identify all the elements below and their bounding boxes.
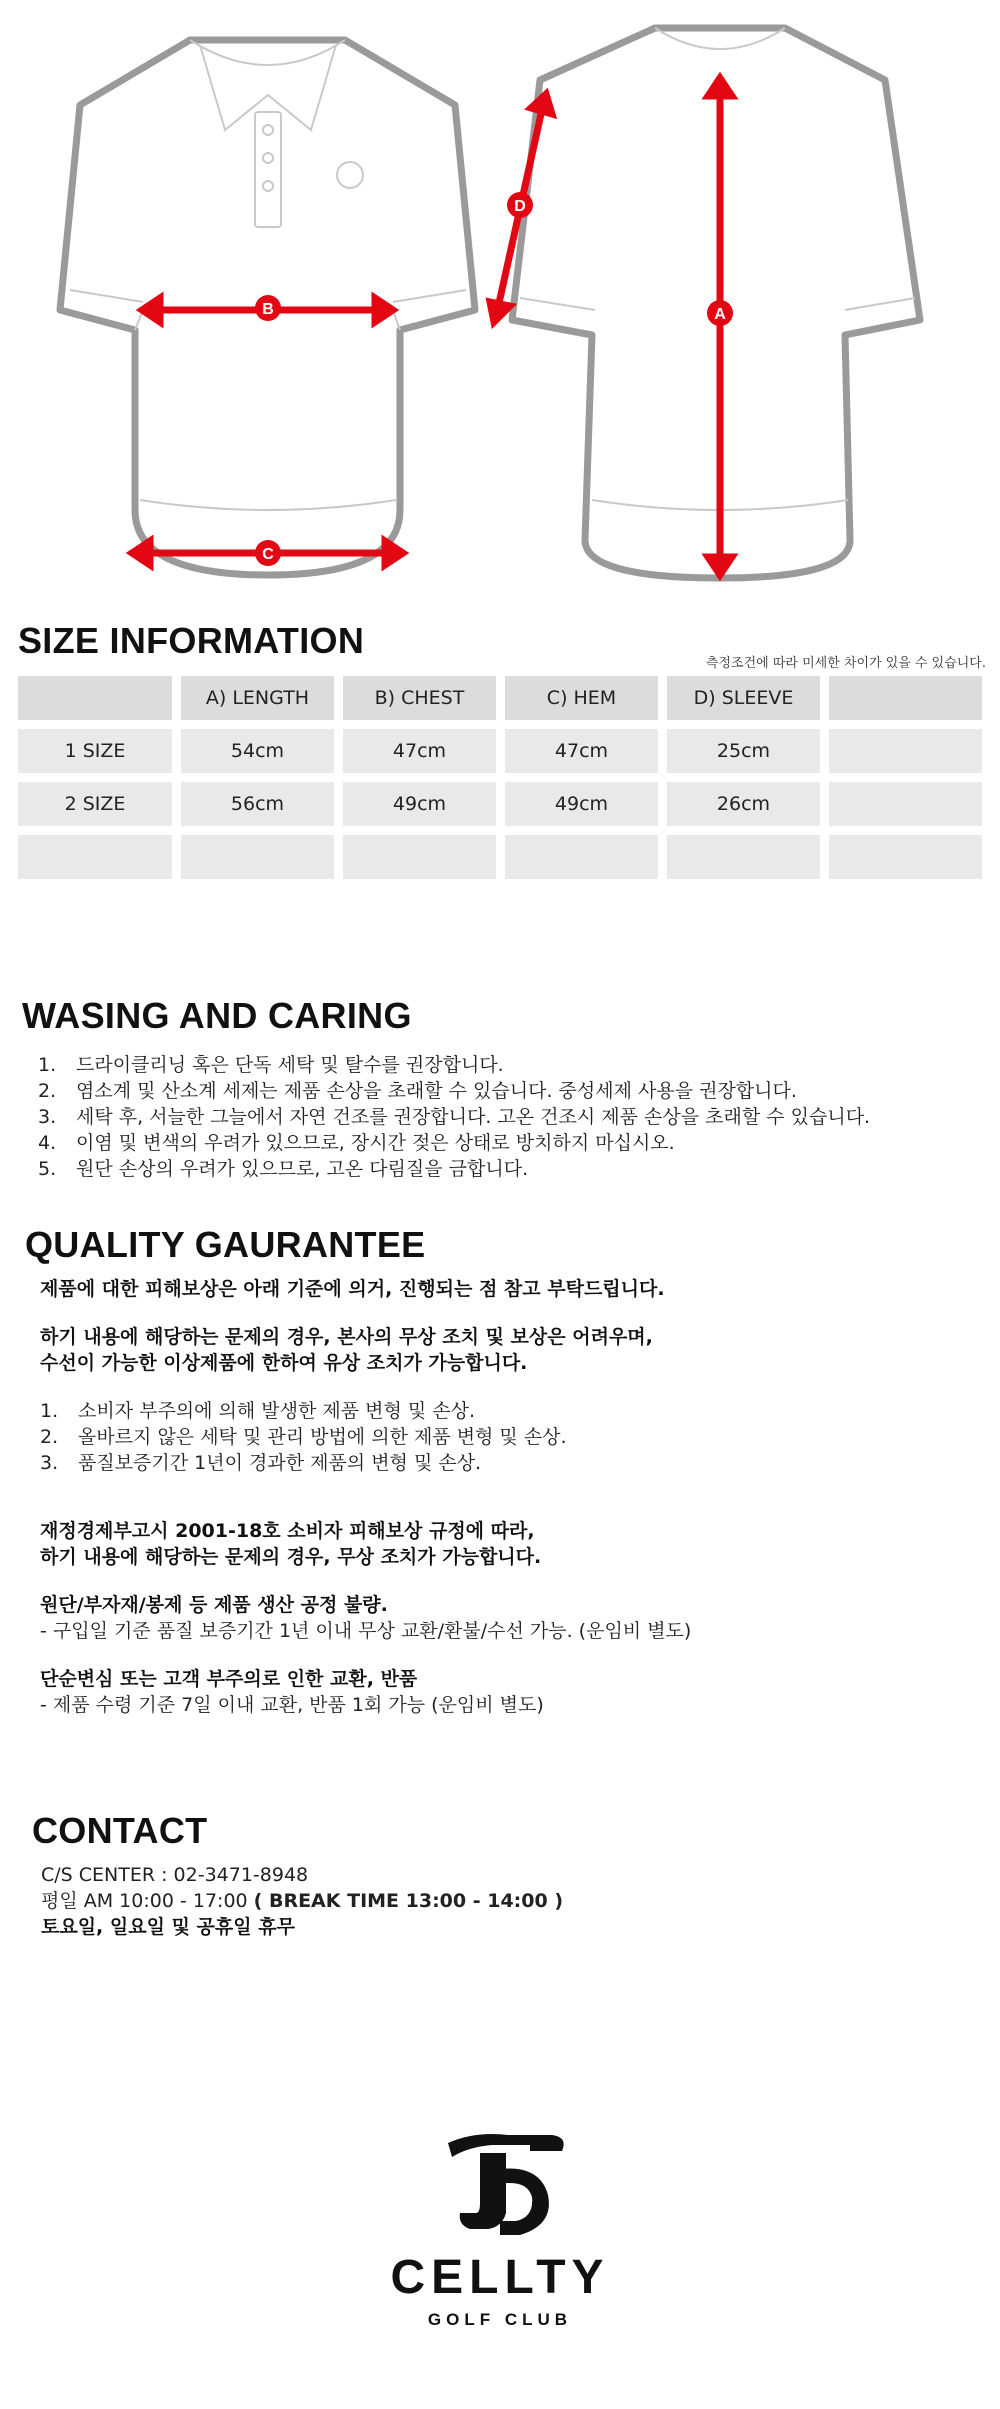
svg-text:D: D	[514, 198, 526, 215]
brand-name: CELLTY	[390, 2251, 610, 2304]
table-cell	[505, 835, 658, 879]
list-item	[40, 1424, 567, 1450]
badge-b	[255, 295, 281, 321]
list-item	[38, 1104, 870, 1130]
quality-rule-1: 재정경제부고시 2001-18호 소비자 피해보상 규정에 따라,	[40, 1520, 535, 1542]
header-cell: D) SLEEVE	[667, 676, 820, 720]
table-row	[18, 782, 982, 826]
brand-sub: GOLF CLUB	[427, 2310, 573, 2329]
washing-list	[38, 1052, 870, 1182]
list-item	[38, 1156, 870, 1182]
size-table	[9, 667, 991, 888]
washing-title: WASING AND CARING	[22, 995, 412, 1036]
table-cell	[829, 729, 982, 773]
table-cell	[18, 835, 172, 879]
change-title: 단순변심 또는 고객 부주의로 인한 교환, 반품	[40, 1668, 418, 1690]
badge-d	[507, 192, 533, 218]
defect-title: 원단/부자재/봉제 등 제품 생산 공정 불량.	[40, 1594, 388, 1616]
quality-list	[40, 1398, 567, 1476]
table-row	[18, 835, 982, 879]
quality-title: QUALITY GAURANTEE	[25, 1224, 426, 1265]
quality-rule-2: 하기 내용에 해당하는 문제의 경우, 무상 조치가 가능합니다.	[40, 1546, 542, 1568]
table-cell: 25cm	[667, 729, 820, 773]
list-text: 드라이클리닝 혹은 단독 세탁 및 탈수를 권장합니다.	[76, 1054, 504, 1076]
table-cell: 26cm	[667, 782, 820, 826]
shirt-measurement-diagram	[0, 0, 1000, 600]
table-row	[18, 729, 982, 773]
list-text: 원단 손상의 우려가 있으므로, 고온 다림질을 금합니다.	[76, 1158, 529, 1180]
header-cell: B) CHEST	[343, 676, 496, 720]
size-info-title: SIZE INFORMATION	[18, 620, 365, 661]
contact-hours: 평일 AM 10:00 - 17:00	[41, 1890, 248, 1912]
header-cell: C) HEM	[505, 676, 658, 720]
list-number: 4.	[38, 1132, 57, 1154]
list-text: 올바르지 않은 세탁 및 관리 방법에 의한 제품 변형 및 손상.	[78, 1426, 567, 1448]
table-cell: 2 SIZE	[18, 782, 172, 826]
badge-c	[255, 540, 281, 566]
contact-holiday: 토요일, 일요일 및 공휴일 휴무	[41, 1916, 295, 1938]
list-number: 2.	[40, 1426, 59, 1448]
list-text: 소비자 부주의에 의해 발생한 제품 변형 및 손상.	[78, 1400, 476, 1422]
list-item	[40, 1450, 567, 1476]
header-cell	[18, 676, 172, 720]
list-number: 5.	[38, 1158, 57, 1180]
table-cell: 49cm	[505, 782, 658, 826]
list-item	[38, 1078, 870, 1104]
table-cell: 54cm	[181, 729, 334, 773]
list-number: 1.	[40, 1400, 59, 1422]
list-text: 품질보증기간 1년이 경과한 제품의 변형 및 손상.	[78, 1452, 482, 1474]
size-table-header-row	[18, 676, 982, 720]
list-number: 3.	[38, 1106, 57, 1128]
quality-intro: 제품에 대한 피해보상은 아래 기준에 의거, 진행되는 점 참고 부탁드립니다.	[40, 1278, 665, 1300]
svg-text:B: B	[262, 301, 274, 318]
table-cell	[343, 835, 496, 879]
table-cell: 1 SIZE	[18, 729, 172, 773]
svg-text:C: C	[262, 546, 274, 563]
contact-hours-line	[41, 1888, 563, 1914]
header-cell	[829, 676, 982, 720]
defect-desc: - 구입일 기준 품질 보증기간 1년 이내 무상 교환/환불/수선 가능. (운임비 별도)	[40, 1620, 692, 1642]
table-cell	[829, 782, 982, 826]
table-cell	[667, 835, 820, 879]
header-cell: A) LENGTH	[181, 676, 334, 720]
change-desc: - 제품 수령 기준 7일 이내 교환, 반품 1회 가능 (운임비 별도)	[40, 1694, 544, 1716]
list-text: 염소계 및 산소계 세제는 제품 손상을 초래할 수 있습니다. 중성세제 사용을 권장합니다.	[76, 1080, 797, 1102]
table-cell: 47cm	[343, 729, 496, 773]
table-cell: 49cm	[343, 782, 496, 826]
list-text: 세탁 후, 서늘한 그늘에서 자연 건조를 권장합니다. 고온 건조시 제품 손상을 초래할 수 있습니다.	[76, 1106, 871, 1128]
badge-a	[707, 300, 733, 326]
contact-break-time: ( BREAK TIME 13:00 - 14:00 )	[253, 1890, 564, 1912]
list-item	[38, 1052, 870, 1078]
contact-title: CONTACT	[32, 1810, 208, 1851]
quality-notice-2: 수선이 가능한 이상제품에 한하여 유상 조치가 가능합니다.	[40, 1352, 528, 1374]
svg-text:A: A	[714, 306, 726, 323]
contact-cs: C/S CENTER : 02-3471-8948	[41, 1864, 309, 1886]
quality-notice-1: 하기 내용에 해당하는 문제의 경우, 본사의 무상 조치 및 보상은 어려우며,	[40, 1326, 653, 1348]
list-number: 2.	[38, 1080, 57, 1102]
table-cell: 47cm	[505, 729, 658, 773]
table-cell	[829, 835, 982, 879]
measurement-note: 측정조건에 따라 미세한 차이가 있을 수 있습니다.	[705, 656, 986, 671]
list-item	[38, 1130, 870, 1156]
table-cell	[181, 835, 334, 879]
list-number: 1.	[38, 1054, 57, 1076]
list-number: 3.	[40, 1452, 59, 1474]
table-cell: 56cm	[181, 782, 334, 826]
list-text: 이염 및 변색의 우려가 있으므로, 장시간 젖은 상태로 방치하지 마십시오.	[76, 1132, 675, 1154]
list-item	[40, 1398, 567, 1424]
